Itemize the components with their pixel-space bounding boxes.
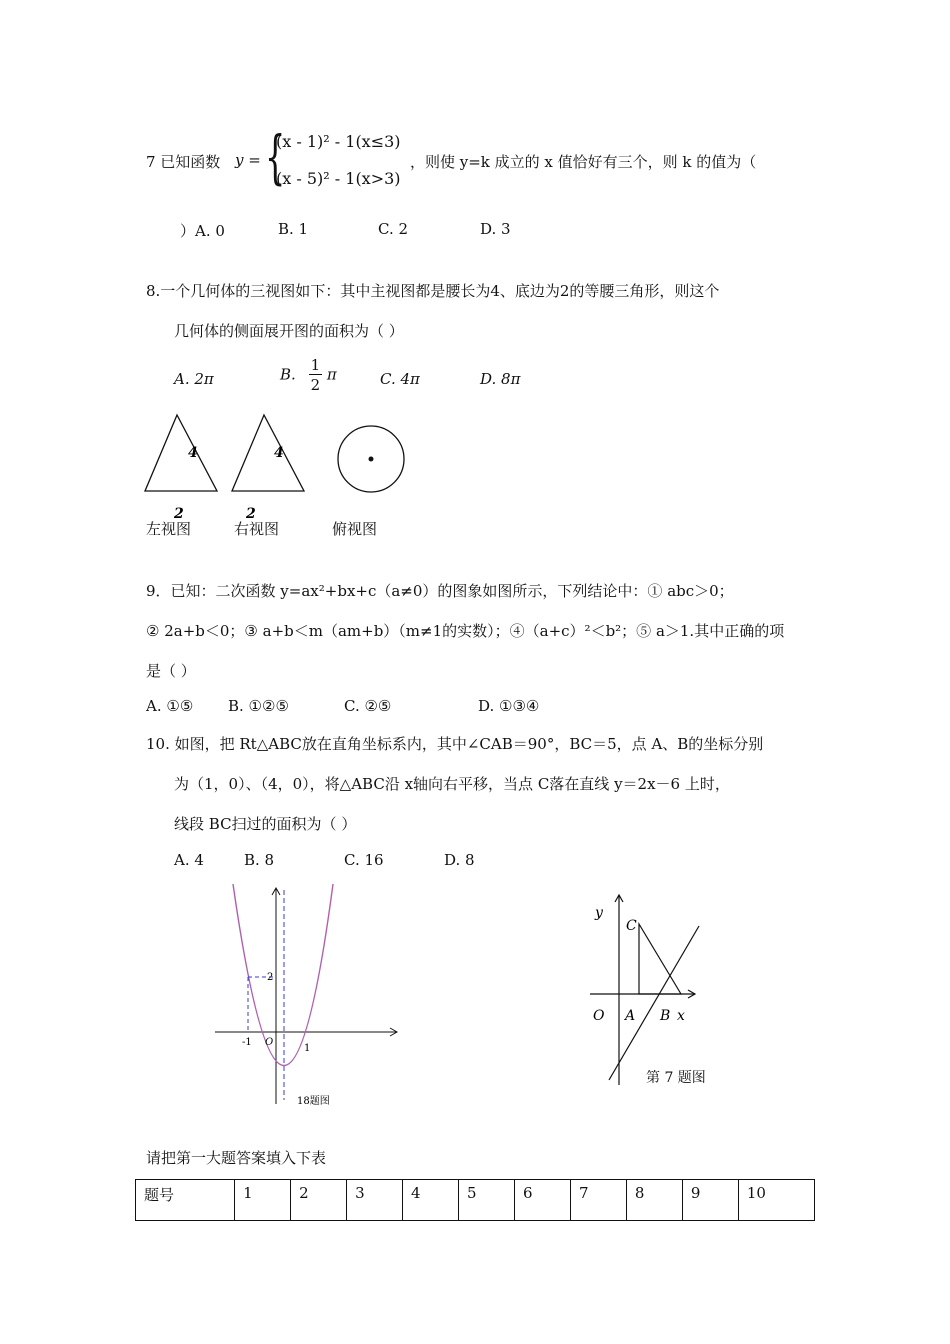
answer-table-intro: 请把第一大题答案填入下表 [146, 1149, 327, 1167]
label-c: C [626, 918, 637, 934]
q9-option-b: B. ①②⑤ [228, 697, 289, 715]
q8-option-b [280, 356, 337, 395]
label-a: A [625, 1008, 636, 1024]
answer-table-header-cell: 9 [682, 1180, 738, 1221]
q8-option-b-fraction [309, 356, 323, 395]
top-view-center-dot [369, 457, 374, 462]
q9-line2: ② 2a+b＜0；③ a+b＜m（am+b）（m≠1的实数）；④（a+c）²＜b²；⑤ a＞1.其中正确的项 [146, 622, 785, 640]
q7-option-b: B. 1 [278, 220, 309, 238]
q7-suffix: ，则使 y=k 成立的 x 值恰好有三个，则 k 的值为（ [410, 153, 757, 171]
right-view-base-label: 2 [246, 506, 256, 520]
answer-table-header-cell: 8 [626, 1180, 682, 1221]
q8-line2: 几何体的侧面展开图的面积为（ ） [174, 322, 404, 340]
answer-table-header-cell: 题号 [136, 1180, 235, 1221]
q10-option-a: A. 4 [174, 851, 204, 869]
q8-option-b-pi: π [326, 365, 337, 384]
answer-table-header-cell: 10 [738, 1180, 814, 1221]
right-view-caption: 右视图 [234, 520, 280, 538]
q8-option-c: C. 4π [380, 370, 420, 388]
q7-y-eq: y = [235, 151, 261, 169]
parabola-figure [205, 882, 405, 1112]
q8-option-b-label: B. [280, 365, 296, 384]
answer-table-header-cell: 2 [291, 1180, 347, 1221]
q7-case2: (x - 5)² - 1(x>3) [276, 169, 401, 188]
left-view-triangle [145, 415, 217, 491]
q10-option-c: C. 16 [344, 851, 384, 869]
q8-option-b-denominator: 2 [310, 376, 321, 394]
answer-table-header-cell: 5 [459, 1180, 515, 1221]
left-view-base-label: 2 [174, 506, 184, 520]
label-x: x [677, 1008, 685, 1024]
q9-option-a: A. ①⑤ [146, 697, 194, 715]
origin-label: O [265, 1037, 274, 1048]
q7-option-d: D. 3 [480, 220, 511, 238]
answer-table-header-row [136, 1180, 815, 1221]
q7-option-c: C. 2 [378, 220, 409, 238]
answer-table-header-cell: 4 [403, 1180, 459, 1221]
q9-line3: 是（ ） [146, 662, 196, 680]
q10-line3: 线段 BC扫过的面积为（ ） [174, 815, 357, 833]
triangle-abc [639, 924, 681, 994]
triangle-figure-caption: 第 7 题图 [646, 1070, 706, 1086]
answer-table-header-cell: 1 [235, 1180, 291, 1221]
q8-option-b-numerator: 1 [310, 356, 321, 374]
q8-line1: 8.一个几何体的三视图如下：其中主视图都是腰长为4、底边为2的等腰三角形，则这个 [146, 282, 720, 300]
triangle-figure [585, 890, 715, 1090]
tick-label-1: 1 [304, 1043, 311, 1054]
q10-line2: 为（1，0）、（4，0），将△ABC沿 x轴向右平移，当点 C落在直线 y＝2x－6 上时， [174, 775, 730, 793]
q9-line1: 9．已知：二次函数 y=ax²+bx+c（a≠0）的图象如图所示，下列结论中：① abc＞0； [146, 582, 734, 600]
q7-prefix: 7 已知函数 [146, 153, 221, 171]
label-b: B [660, 1008, 671, 1024]
label-y: y [595, 905, 603, 921]
parabola-caption: 18题图 [297, 1096, 330, 1107]
q10-option-d: D. 8 [444, 851, 475, 869]
q9-option-c: C. ②⑤ [344, 697, 392, 715]
top-view-caption: 俯视图 [332, 520, 378, 538]
left-view-side-label: 4 [188, 445, 198, 461]
q7-option-a: ）A. 0 [180, 222, 225, 240]
q8-option-d: D. 8π [480, 370, 521, 388]
q10-line1: 10. 如图，把 Rt△ABC放在直角坐标系内，其中∠CAB＝90°，BC＝5，点 A、B的坐标分别 [146, 735, 764, 753]
q7-case1: (x - 1)² - 1(x≤3) [276, 132, 401, 151]
q10-option-b: B. 8 [244, 851, 275, 869]
tick-label-minus-1: -1 [242, 1037, 252, 1048]
label-o: O [593, 1008, 605, 1024]
tick-label-2: 2 [267, 972, 274, 983]
q8-option-a: A. 2π [174, 370, 214, 388]
answer-table [135, 1179, 815, 1221]
answer-table-header-cell: 3 [347, 1180, 403, 1221]
q7-brace: { [265, 123, 286, 191]
q8-three-views [140, 410, 420, 520]
right-view-side-label: 4 [274, 445, 284, 461]
answer-table-header-cell: 7 [570, 1180, 626, 1221]
q9-option-d: D. ①③④ [478, 697, 540, 715]
right-view-triangle [232, 415, 304, 491]
left-view-caption: 左视图 [146, 520, 192, 538]
answer-table-header-cell: 6 [514, 1180, 570, 1221]
